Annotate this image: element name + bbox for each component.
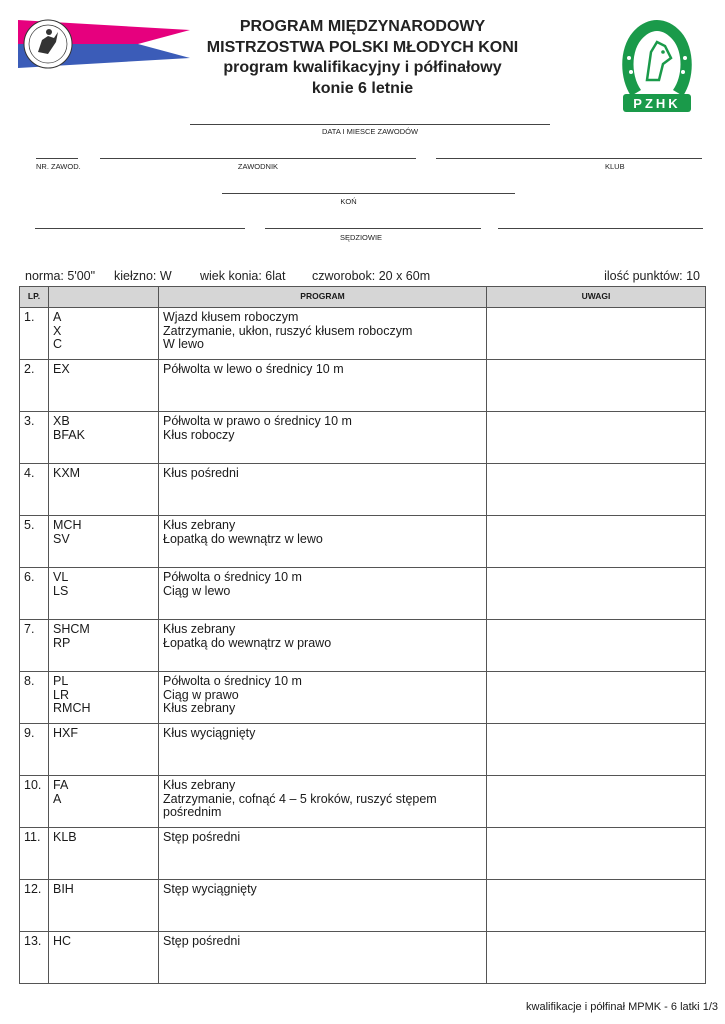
page-number: 1/3 <box>702 1001 718 1013</box>
program-line: Kłus zebrany <box>163 518 236 532</box>
letter-line: KLB <box>53 830 77 844</box>
row-letters <box>49 308 159 360</box>
header-program: PROGRAM <box>159 287 487 308</box>
row-program <box>159 568 487 620</box>
row-program <box>159 412 487 464</box>
row-number: 12. <box>20 880 49 932</box>
row-number: 4. <box>20 464 49 516</box>
row-program <box>159 516 487 568</box>
row-remarks-cell[interactable] <box>487 932 706 984</box>
table-row <box>20 828 706 880</box>
row-letters <box>49 880 159 932</box>
letter-line: LS <box>53 583 69 598</box>
row-program <box>159 932 487 984</box>
row-program <box>159 828 487 880</box>
program-line: W lewo <box>163 337 204 351</box>
table-row <box>20 880 706 932</box>
arena-info: czworobok: 20 x 60m <box>312 269 431 283</box>
row-number: 5. <box>20 516 49 568</box>
date-place-label: DATA I MIESCE ZAWODÓW <box>321 127 419 136</box>
program-line: Kłus zebrany <box>163 622 236 636</box>
row-letters <box>49 360 159 412</box>
table-row <box>20 620 706 672</box>
row-number: 8. <box>20 672 49 724</box>
program-line: Kłus roboczy <box>163 427 235 442</box>
letter-line: A <box>53 310 62 324</box>
title-line-4: konie 6 letnie <box>311 79 414 97</box>
row-remarks-cell[interactable] <box>487 464 706 516</box>
row-program <box>159 672 487 724</box>
page-footer <box>526 1001 718 1013</box>
letter-line: PL <box>53 674 69 688</box>
letter-line: VL <box>53 570 69 584</box>
pzhk-horseshoe-icon <box>617 18 697 114</box>
row-letters <box>49 672 159 724</box>
program-line: Łopatką do wewnątrz w lewo <box>163 531 323 546</box>
rider-line[interactable] <box>100 158 416 159</box>
club-line[interactable] <box>436 158 702 159</box>
letter-line: KXM <box>53 466 81 480</box>
row-letters <box>49 464 159 516</box>
table-row <box>20 464 706 516</box>
row-letters <box>49 412 159 464</box>
table-row <box>20 360 706 412</box>
table-row <box>20 412 706 464</box>
letter-line: BFAK <box>53 427 85 442</box>
row-program <box>159 724 487 776</box>
title-line-1: PROGRAM MIĘDZYNARODOWY <box>239 18 486 35</box>
footer-text: kwalifikacje i półfinał MPMK - 6 latki <box>526 1001 700 1013</box>
row-remarks-cell[interactable] <box>487 620 706 672</box>
title-line-2: MISTRZOSTWA POLSKI MŁODYCH KONI <box>206 38 519 56</box>
row-letters <box>49 620 159 672</box>
program-line: Zatrzymanie, cofnąć 4 – 5 kroków, ruszyć stępem <box>163 791 437 806</box>
letter-line: HXF <box>53 726 78 740</box>
judge-line-2[interactable] <box>265 228 481 229</box>
program-line: Kłus zebrany <box>163 701 236 715</box>
bit-info: kiełzno: W <box>114 269 172 283</box>
letter-line: XB <box>53 414 70 428</box>
row-program <box>159 776 487 828</box>
letter-line: A <box>53 791 62 806</box>
row-letters <box>49 516 159 568</box>
program-line: Łopatką do wewnątrz w prawo <box>163 635 332 650</box>
norm-info: norma: 5'00" <box>25 269 96 283</box>
row-letters <box>49 828 159 880</box>
row-program <box>159 360 487 412</box>
row-remarks-cell[interactable] <box>487 568 706 620</box>
row-program <box>159 620 487 672</box>
program-line: Stęp pośredni <box>163 934 241 948</box>
program-line: Kłus pośredni <box>163 466 239 480</box>
row-letters <box>49 776 159 828</box>
program-line: Zatrzymanie, ukłon, ruszyć kłusem roboczym <box>163 323 413 338</box>
table-row <box>20 932 706 984</box>
competitor-no-line[interactable] <box>36 158 78 159</box>
competitor-no-label: NR. ZAWOD. <box>36 162 81 171</box>
row-number: 3. <box>20 412 49 464</box>
row-remarks-cell[interactable] <box>487 516 706 568</box>
program-line: Kłus wyciągnięty <box>163 726 256 740</box>
horse-label: KOŃ <box>340 197 357 206</box>
row-letters <box>49 932 159 984</box>
table-row <box>20 516 706 568</box>
letter-line: SV <box>53 531 70 546</box>
judge-line-3[interactable] <box>498 228 703 229</box>
row-program <box>159 880 487 932</box>
row-number: 10. <box>20 776 49 828</box>
letter-line: X <box>53 323 62 338</box>
header-letters <box>49 287 159 308</box>
table-row <box>20 776 706 828</box>
program-table <box>19 286 706 984</box>
row-remarks-cell[interactable] <box>487 724 706 776</box>
header-lp: LP. <box>20 287 49 308</box>
row-number: 1. <box>20 308 49 360</box>
row-remarks-cell[interactable] <box>487 308 706 360</box>
title-line-3: program kwalifikacyjny i półfinałowy <box>223 59 502 76</box>
program-line: Stęp wyciągnięty <box>163 882 257 896</box>
row-number: 9. <box>20 724 49 776</box>
program-line: Ciąg w lewo <box>163 583 231 598</box>
program-line: Ciąg w prawo <box>163 687 239 702</box>
program-line: Półwolta o średnicy 10 m <box>163 674 302 688</box>
program-line: Półwolta o średnicy 10 m <box>163 570 302 584</box>
row-remarks-cell[interactable] <box>487 412 706 464</box>
row-letters <box>49 724 159 776</box>
document-title <box>150 17 575 99</box>
row-program <box>159 464 487 516</box>
pzhk-logo-text: PZHK <box>633 96 681 111</box>
letter-line: RMCH <box>53 701 91 715</box>
program-line: Kłus zebrany <box>163 778 236 792</box>
row-letters <box>49 568 159 620</box>
row-number: 11. <box>20 828 49 880</box>
judges-label: SĘDZIOWIE <box>339 233 383 242</box>
points-info: ilość punktów: 10 <box>604 269 700 283</box>
club-label: KLUB <box>605 162 625 171</box>
program-line: Półwolta w prawo o średnicy 10 m <box>163 414 352 428</box>
row-number: 7. <box>20 620 49 672</box>
row-remarks-cell[interactable] <box>487 360 706 412</box>
row-number: 6. <box>20 568 49 620</box>
row-remarks-cell[interactable] <box>487 880 706 932</box>
program-line: Półwolta w lewo o średnicy 10 m <box>163 362 344 376</box>
date-place-line[interactable] <box>190 124 550 125</box>
letter-line: C <box>53 337 63 351</box>
program-line: pośrednim <box>163 805 222 819</box>
table-row <box>20 672 706 724</box>
letter-line: RP <box>53 635 71 650</box>
row-remarks-cell[interactable] <box>487 776 706 828</box>
letter-line: MCH <box>53 518 82 532</box>
rider-label: ZAWODNIK <box>237 162 279 171</box>
row-program <box>159 308 487 360</box>
letter-line: EX <box>53 362 70 376</box>
age-info: wiek konia: 6lat <box>200 269 286 283</box>
program-line: Wjazd kłusem roboczym <box>163 310 299 324</box>
letter-line: HC <box>53 934 72 948</box>
table-header-row <box>20 287 706 308</box>
row-remarks-cell[interactable] <box>487 828 706 880</box>
program-line: Stęp pośredni <box>163 830 241 844</box>
letter-line: FA <box>53 778 69 792</box>
row-number: 13. <box>20 932 49 984</box>
table-row <box>20 308 706 360</box>
row-remarks-cell[interactable] <box>487 672 706 724</box>
letter-line: LR <box>53 687 69 702</box>
letter-line: BIH <box>53 882 74 896</box>
row-number: 2. <box>20 360 49 412</box>
judge-line-1[interactable] <box>35 228 245 229</box>
header-remarks: UWAGI <box>487 287 706 308</box>
horse-line[interactable] <box>222 193 515 194</box>
table-row <box>20 724 706 776</box>
letter-line: SHCM <box>53 622 90 636</box>
table-row <box>20 568 706 620</box>
